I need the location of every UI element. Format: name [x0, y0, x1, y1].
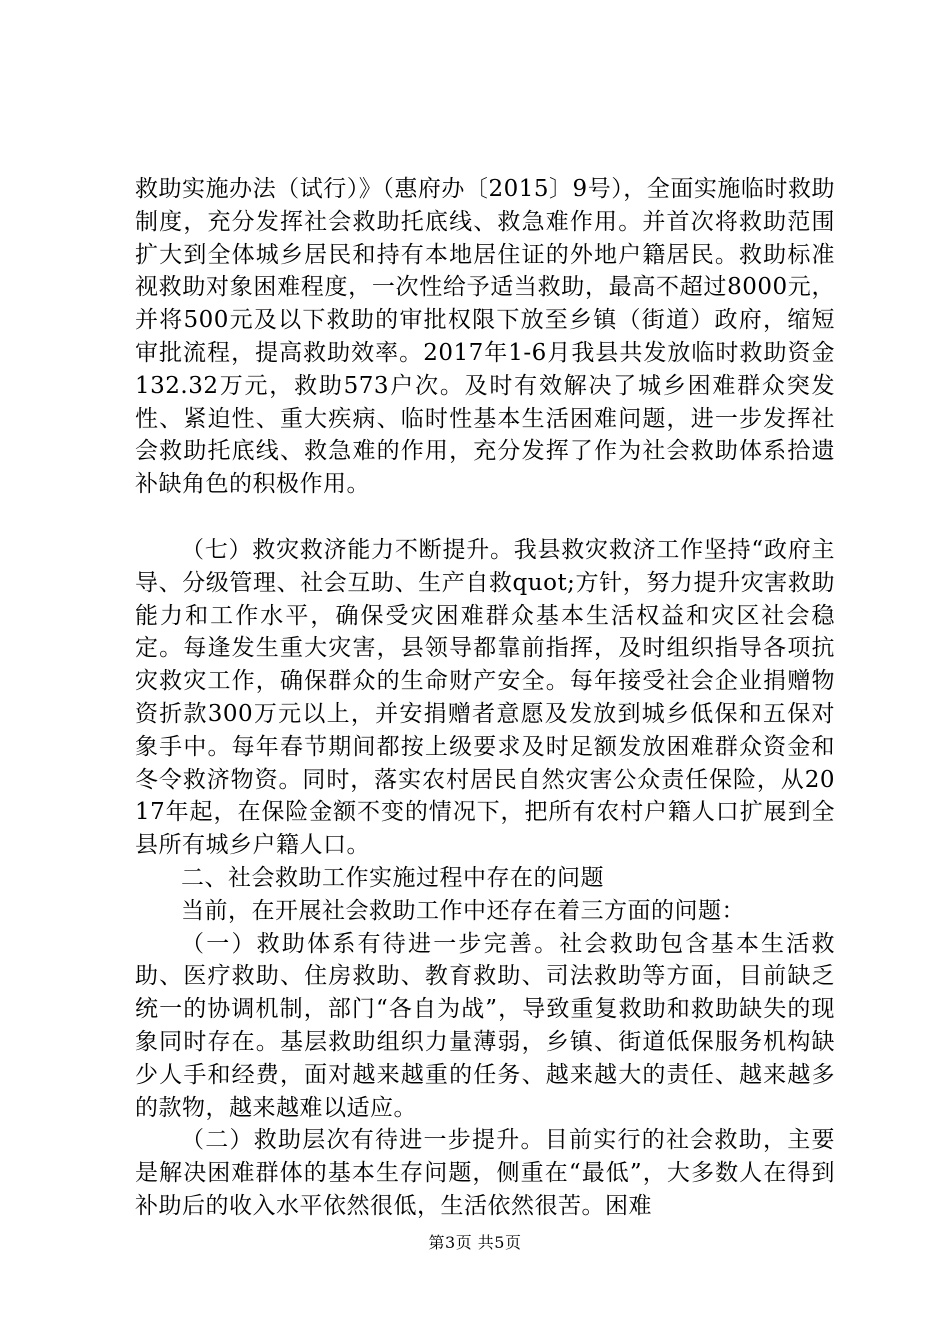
- section-heading-problems: 二、社会救助工作实施过程中存在的问题: [181, 864, 604, 891]
- paragraph-disaster-relief: （七）救灾救济能力不断提升。我县救灾救济工作坚持“政府主导、分级管理、社会互助、生产自救quot;方针，努力提升灾害救助能力和工作水平，确保受灾困难群众基本生活权益和灾区社会稳定。每逢发生重大灾害，县领导都靠前指挥，及时组织指导各项抗灾救灾工作，确保群众的生命财产安全。每年接受社会企业捐赠物资折款300万元以上，并安捐赠者意愿及发放到城乡低保和五保对象手中。每年春节期间都按上级要求及时足额发放困难群众资金和冬令救济物资。同时，落实农村居民自然灾害公众责任保险，从2017年起，在保险金额不变的情况下，把所有农村户籍人口扩展到全县所有城乡户籍人口。: [135, 536, 835, 859]
- page-number-footer: 第3页 共5页: [428, 1233, 522, 1252]
- paragraph-problems-intro: 当前，在开展社会救助工作中还存在着三方面的问题：: [181, 897, 745, 924]
- paragraph-problem-system: （一）救助体系有待进一步完善。社会救助包含基本生活救助、医疗救助、住房救助、教育救助、司法救助等方面，目前缺乏统一的协调机制，部门“各自为战”，导致重复救助和救助缺失的现象同时存在。基层救助组织力量薄弱，乡镇、街道低保服务机构缺少人手和经费，面对越来越重的任务、越来越大的责任、越来越多的款物，越来越难以适应。: [135, 930, 835, 1121]
- paragraph-temporary-assistance: 救助实施办法（试行）》（惠府办〔2015〕9号），全面实施临时救助制度，充分发挥社会救助托底线、救急难作用。并首次将救助范围扩大到全体城乡居民和持有本地居住证的外地户籍居民。救助标准视救助对象困难程度，一次性给予适当救助，最高不超过8000元，并将500元及以下救助的审批权限下放至乡镇（街道）政府，缩短审批流程，提高救助效率。2017年1-6月我县共发放临时救助资金132.32万元，救助573户次。及时有效解决了城乡困难群众突发性、紧迫性、重大疾病、临时性基本生活困难问题，进一步发挥社会救助托底线、救急难的作用，充分发挥了作为社会救助体系拾遗补缺角色的积极作用。: [135, 176, 835, 498]
- paragraph-problem-level: （二）救助层次有待进一步提升。目前实行的社会救助，主要是解决困难群体的基本生存问题，侧重在“最低”，大多数人在得到补助后的收入水平依然很低，生活依然很苦。困难: [135, 1127, 835, 1219]
- document-body: [135, 173, 835, 1223]
